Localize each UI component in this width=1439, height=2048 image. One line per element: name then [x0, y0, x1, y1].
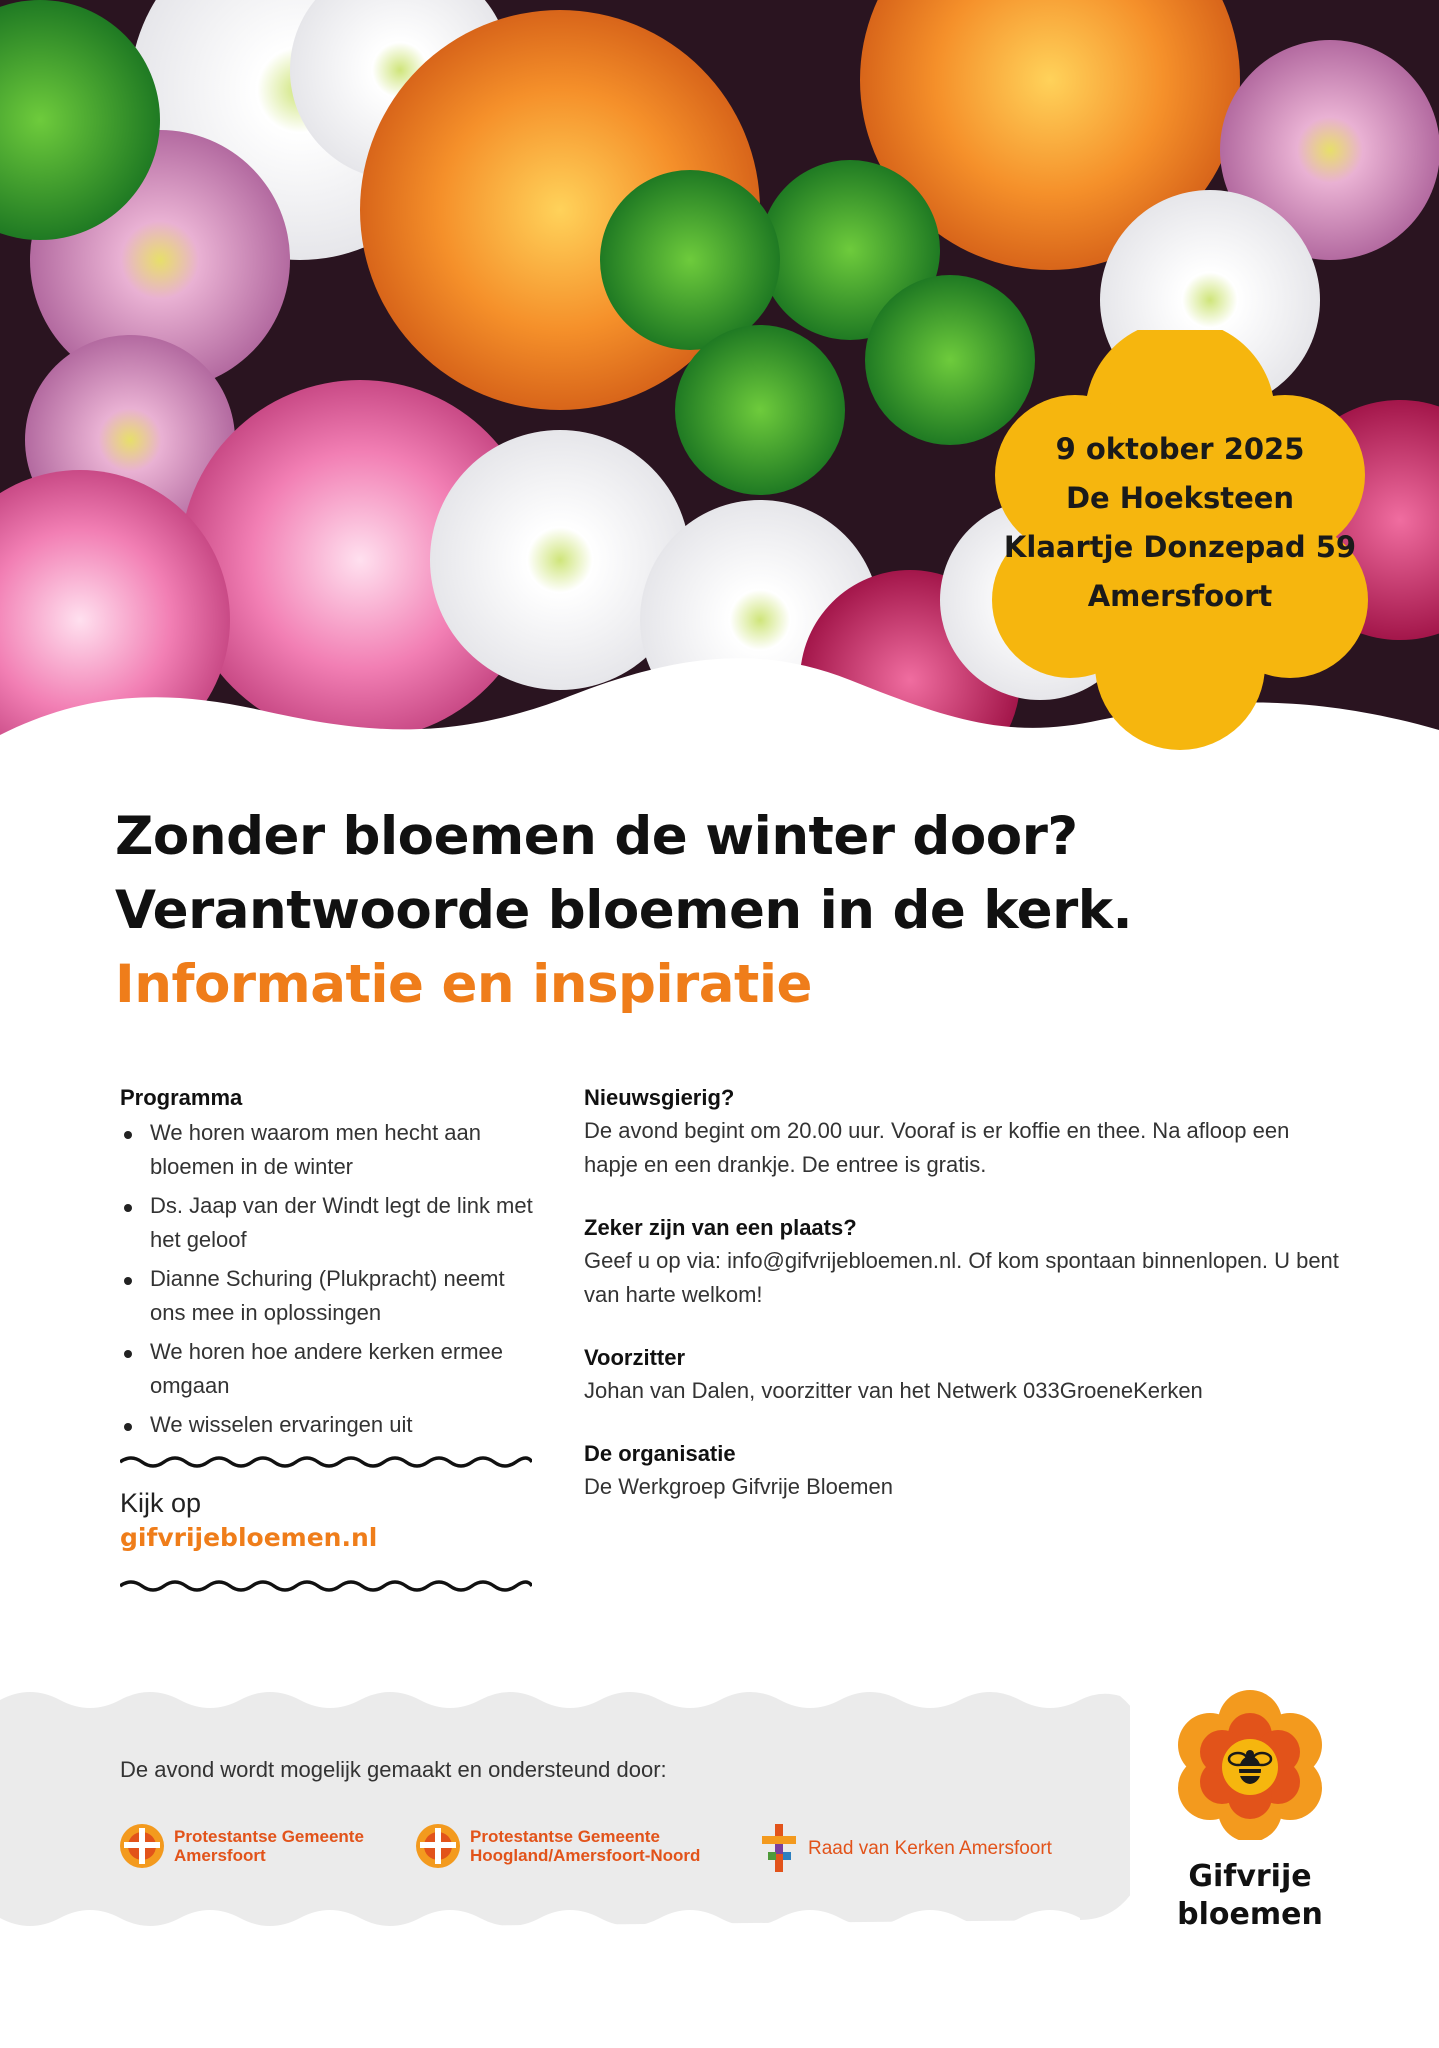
info-title: Zeker zijn van een plaats?	[584, 1215, 857, 1240]
sun-cross-icon	[414, 1822, 462, 1870]
info-column	[584, 1082, 1344, 1534]
sponsor-name-line2: Hoogland/Amersfoort-Noord	[470, 1846, 701, 1865]
sponsor-pg-amersfoort	[118, 1822, 364, 1870]
info-text: Johan van Dalen, voorzitter van het Netwerk 033GroeneKerken	[584, 1378, 1203, 1403]
list-item: We horen waarom men hecht aan bloemen in de winter	[120, 1116, 540, 1184]
sponsor-name-line1: Raad van Kerken Amersfoort	[808, 1837, 1052, 1859]
info-title: Voorzitter	[584, 1345, 686, 1370]
programma-column	[120, 1082, 540, 1594]
wave-divider	[120, 1454, 532, 1470]
headline-line-1: Zonder bloemen de winter door?	[115, 806, 1078, 867]
info-block	[584, 1438, 1344, 1504]
list-item: Dianne Schuring (Plukpracht) neemt ons mee in oplossingen	[120, 1262, 540, 1330]
kijk-op-label: Kijk op	[120, 1488, 202, 1518]
list-item: We horen hoe andere kerken ermee omgaan	[120, 1335, 540, 1403]
sponsor-band	[0, 1690, 1130, 1930]
event-badge	[990, 330, 1370, 750]
event-street: Klaartje Donzepad 59	[1003, 530, 1357, 564]
info-text: De Werkgroep Gifvrije Bloemen	[584, 1474, 893, 1499]
info-block	[584, 1212, 1344, 1312]
info-text: Geef u op via: info@gifvrijebloemen.nl. Of kom spontaan binnenlopen. U bent van harte welkom!	[584, 1248, 1339, 1307]
event-venue: De Hoeksteen	[1065, 481, 1295, 515]
sponsor-name-line1: Protestantse Gemeente	[470, 1827, 660, 1846]
sponsor-pg-hoogland	[414, 1822, 700, 1870]
info-title: De organisatie	[584, 1441, 736, 1466]
list-item: Ds. Jaap van der Windt legt de link met het geloof	[120, 1189, 540, 1257]
info-text: De avond begint om 20.00 uur. Vooraf is er koffie en thee. Na afloop een hapje en een drankje. De entree is gratis.	[584, 1118, 1290, 1177]
logo-line2: bloemen	[1177, 1897, 1323, 1932]
programma-list	[120, 1116, 540, 1442]
headline	[115, 800, 1365, 1022]
flower-bee-icon	[1175, 1690, 1325, 1840]
headline-subtitle: Informatie en inspiratie	[115, 954, 812, 1015]
colored-cross-icon	[758, 1822, 800, 1874]
wave-divider	[120, 1578, 532, 1594]
info-title: Nieuwsgierig?	[584, 1085, 735, 1110]
gifvrije-bloemen-logo	[1175, 1690, 1325, 1934]
info-block	[584, 1082, 1344, 1182]
headline-line-2: Verantwoorde bloemen in de kerk.	[115, 880, 1133, 941]
sponsor-name-line2: Amersfoort	[174, 1846, 266, 1865]
website-link[interactable]: gifvrijebloemen.nl	[120, 1523, 378, 1552]
logo-line1: Gifvrije	[1188, 1859, 1312, 1894]
sponsor-raad-van-kerken	[758, 1822, 1052, 1874]
support-text: De avond wordt mogelijk gemaakt en ondersteund door:	[120, 1757, 667, 1782]
sponsor-name-line1: Protestantse Gemeente	[174, 1827, 364, 1846]
programma-title: Programma	[120, 1085, 243, 1110]
sun-cross-icon	[118, 1822, 166, 1870]
list-item: We wisselen ervaringen uit	[120, 1408, 540, 1442]
event-city: Amersfoort	[1087, 579, 1273, 613]
info-block	[584, 1342, 1344, 1408]
event-date: 9 oktober 2025	[1055, 432, 1305, 466]
